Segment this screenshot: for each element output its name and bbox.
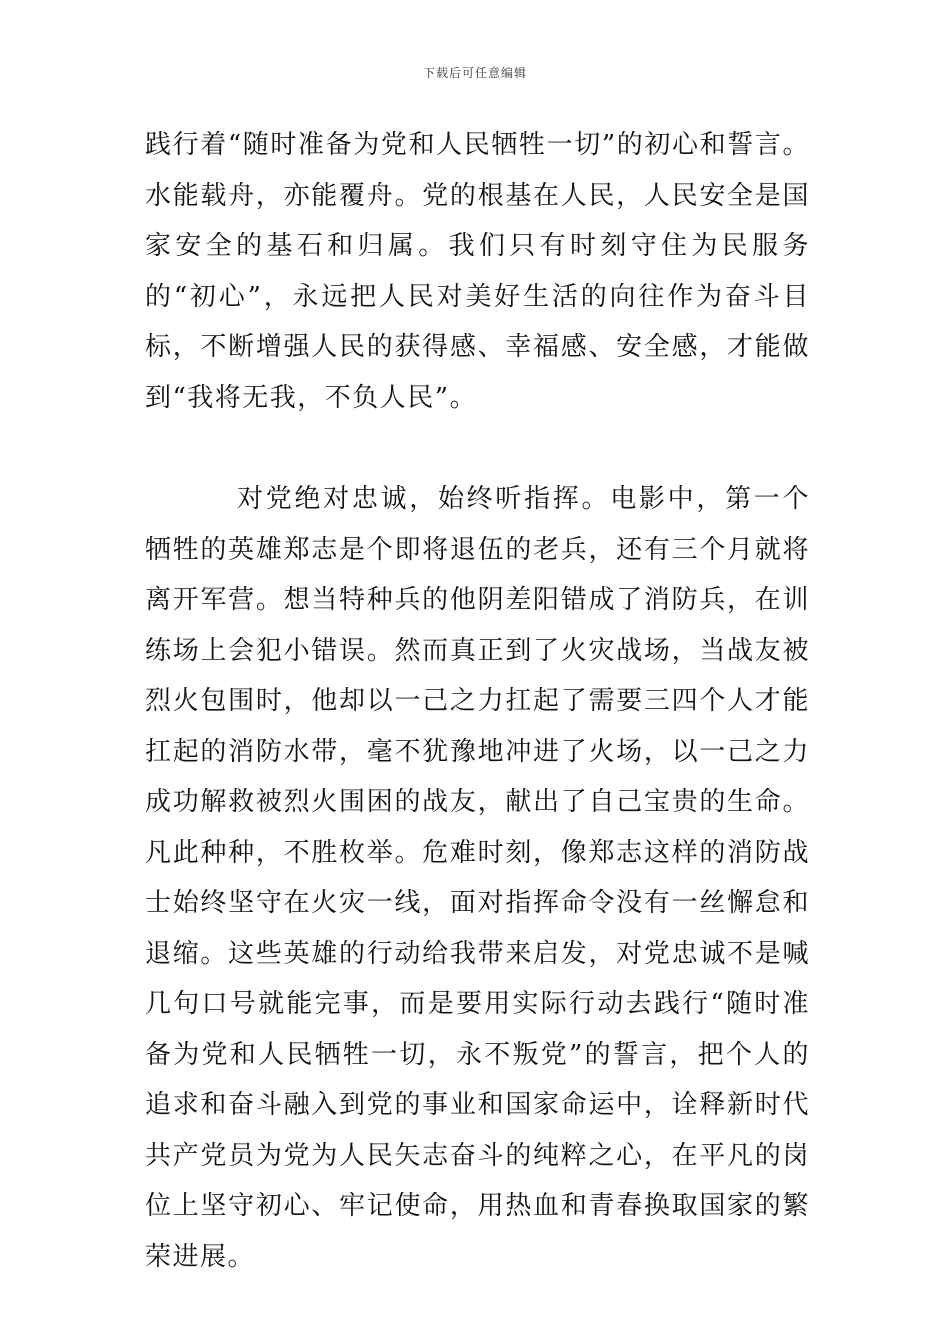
body-paragraph-1: 践行着“随时准备为党和人民牺牲一切”的初心和誓言。水能载舟，亦能覆舟。党的根基在人民，人民安全是国家安全的基石和归属。我们只有时刻守住为民服务的“初心”，永远把人民对美好生活的向往作为奋斗目标，不断增强人民的获得感、幸福感、安全感，才能做到“我将无我，不负人民”。 <box>145 130 810 413</box>
header-note: 下载后可任意编辑 <box>422 66 527 80</box>
body-paragraph-2: 对党绝对忠诚，始终听指挥。电影中，第一个牺牲的英雄郑志是个即将退伍的老兵，还有三个月就将离开军营。想当特种兵的他阴差阳错成了消防兵，在训练场上会犯小错误。然而真正到了火灾战场，当战友被烈火包围时，他却以一己之力扛起了需要三四个人才能扛起的消防水带，毫不犹豫地冲进了火场，以一己之力成功解救被烈火围困的战友，献出了自己宝贵的生命。凡此种种，不胜枚举。危难时刻，像郑志这样的消防战士始终坚守在火灾一线，面对指挥命令没有一丝懈怠和退缩。这些英雄的行动给我带来启发，对党忠诚不是喊几句口号就能完事，而是要用实际行动去践行“随时准备为党和人民牺牲一切，永不叛党”的誓言，把个人的追求和奋斗融入到党的事业和国家命运中，诠释新时代共产党员为党为人民矢志奋斗的纯粹之心，在平凡的岗位上坚守初心、牢记使命，用热血和青春换取国家的繁荣进展。 <box>145 484 810 1272</box>
